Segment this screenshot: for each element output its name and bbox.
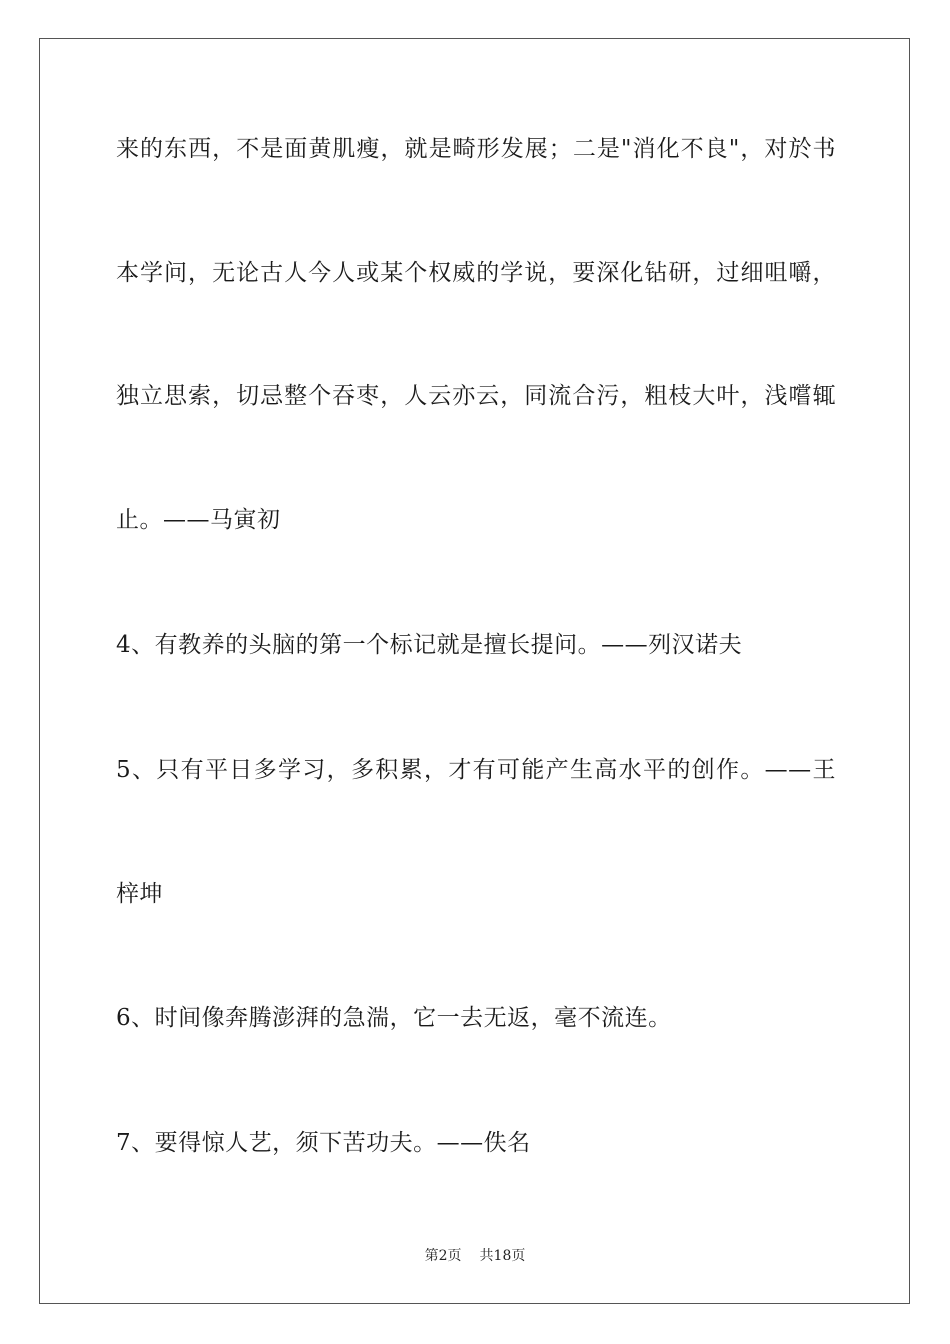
page-border <box>39 38 910 1304</box>
quote-item-5-continuation: 梓坤 <box>116 881 163 907</box>
quote-item-7: 7、要得惊人艺，须下苦功夫。——佚名 <box>116 1130 531 1156</box>
paragraph-line-4: 止。——马寅初 <box>116 507 281 533</box>
quote-item-6: 6、时间像奔腾澎湃的急湍，它一去无返，毫不流连。 <box>116 1005 672 1031</box>
paragraph-line-2: 本学问，无论古人今人或某个权威的学说，要深化钻研，过细咀嚼， <box>116 260 836 286</box>
quote-item-4: 4、有教养的头脑的第一个标记就是擅长提问。——列汉诺夫 <box>116 632 743 658</box>
page-total: 共18页 <box>479 1248 526 1264</box>
paragraph-line-3: 独立思索，切忌整个吞枣，人云亦云，同流合污，粗枝大叶，浅嚐辄 <box>116 383 836 409</box>
page-number: 第2页 <box>424 1248 462 1264</box>
paragraph-line-1: 来的东西，不是面黄肌瘦，就是畸形发展；二是"消化不良"，对於书 <box>116 136 836 162</box>
quote-item-5: 5、只有平日多学习，多积累，才有可能产生高水平的创作。——王 <box>116 757 836 783</box>
page-footer <box>0 1247 950 1265</box>
